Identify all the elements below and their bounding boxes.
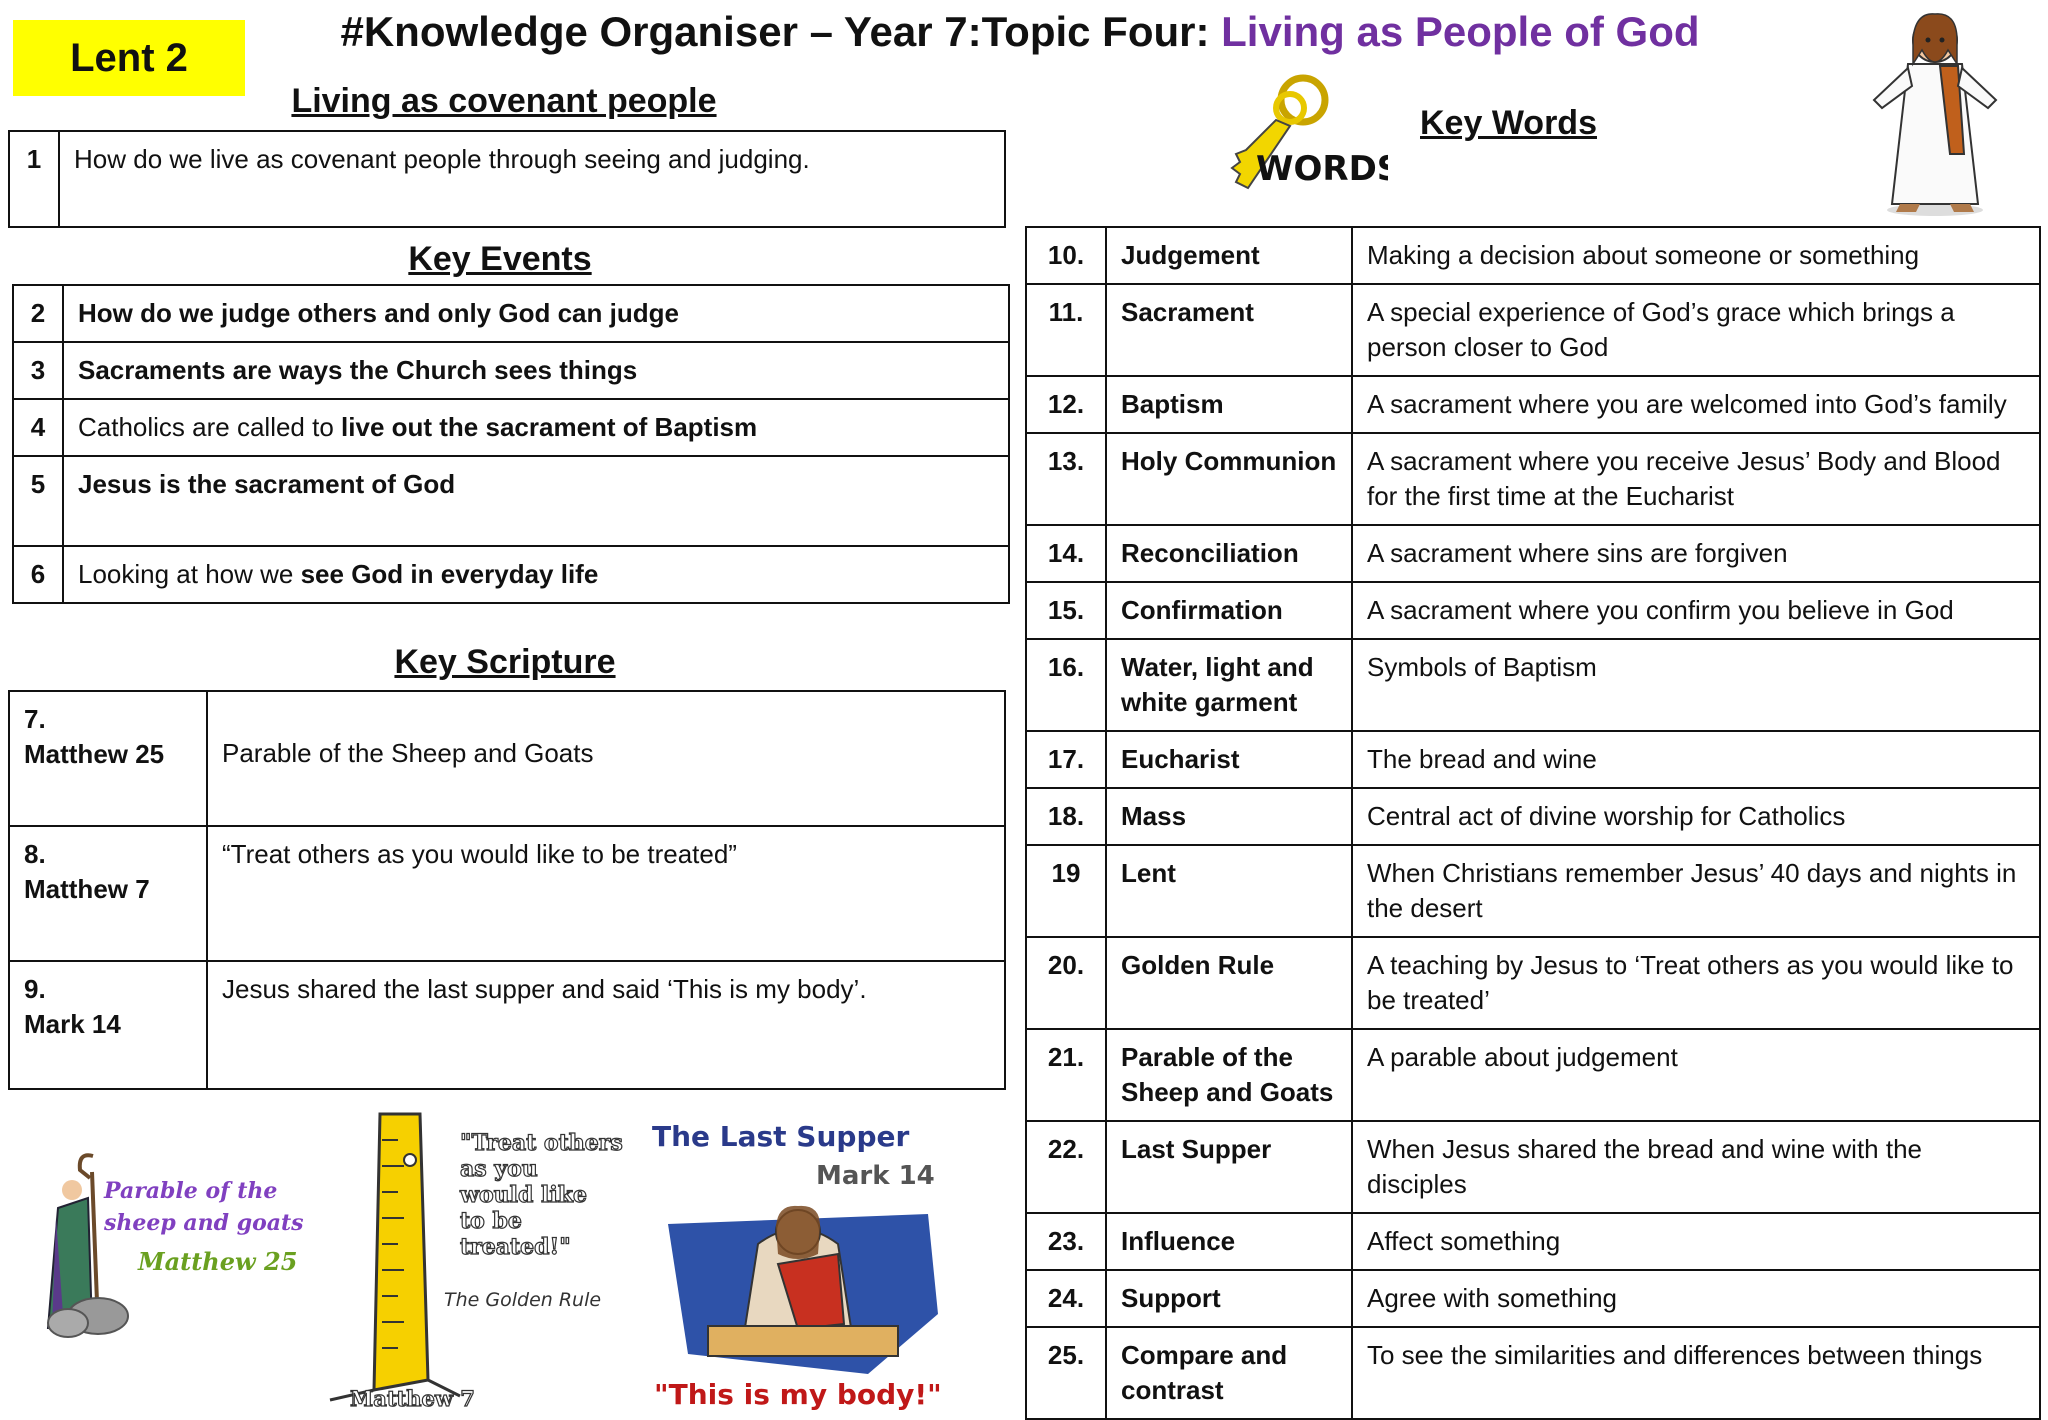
row-text [63, 399, 1009, 456]
key-words-logo [1218, 70, 1388, 198]
covenant-heading: Living as covenant people [291, 82, 717, 120]
supper-ref: Mark 14 [816, 1161, 935, 1191]
scripture-book: Matthew 25 [24, 739, 165, 769]
word-term: Confirmation [1106, 582, 1352, 639]
word-definition: A sacrament where sins are forgiven [1352, 525, 2040, 582]
word-definition: Affect something [1352, 1213, 2040, 1270]
word-definition: A special experience of God’s grace which brings a person closer to God [1352, 284, 2040, 376]
word-term: Last Supper [1106, 1121, 1352, 1213]
word-term: Parable of the Sheep and Goats [1106, 1029, 1352, 1121]
scripture-text: “Treat others as you would like to be treated” [207, 826, 1005, 961]
table-row [13, 342, 1009, 399]
scripture-number: 8. [24, 839, 46, 869]
table-row [1026, 525, 2040, 582]
key-events-heading: Key Events [408, 240, 592, 278]
scripture-book: Mark 14 [24, 1009, 121, 1039]
word-definition: The bread and wine [1352, 731, 2040, 788]
row-text [63, 285, 1009, 342]
table-row [13, 399, 1009, 456]
scripture-book: Matthew 7 [24, 874, 150, 904]
row-number: 4 [13, 399, 63, 456]
sheep-ref: Matthew 25 [138, 1247, 298, 1276]
scripture-ref [9, 691, 207, 826]
row-text-bold: live out the sacrament of Baptism [341, 412, 758, 442]
word-term: Mass [1106, 788, 1352, 845]
row-number: 3 [13, 342, 63, 399]
word-term: Baptism [1106, 376, 1352, 433]
table-row [1026, 937, 2040, 1029]
row-number: 6 [13, 546, 63, 603]
scripture-ref [9, 961, 207, 1089]
row-text: How do we live as covenant people through seeing and judging. [59, 131, 1005, 227]
word-term: Water, light and white garment [1106, 639, 1352, 731]
word-number: 10. [1026, 227, 1106, 284]
word-term: Sacrament [1106, 284, 1352, 376]
word-definition: When Christians remember Jesus’ 40 days and nights in the desert [1352, 845, 2040, 937]
table-row [1026, 227, 2040, 284]
table-row [1026, 433, 2040, 525]
lent-badge [13, 20, 245, 96]
word-term: Support [1106, 1270, 1352, 1327]
row-text-bold: see God in everyday life [300, 559, 599, 589]
word-number: 17. [1026, 731, 1106, 788]
word-number: 25. [1026, 1327, 1106, 1419]
covenant-table [8, 130, 1006, 228]
word-number: 18. [1026, 788, 1106, 845]
word-term: Eucharist [1106, 731, 1352, 788]
word-number: 12. [1026, 376, 1106, 433]
word-number: 15. [1026, 582, 1106, 639]
word-number: 22. [1026, 1121, 1106, 1213]
scripture-text: Parable of the Sheep and Goats [207, 691, 1005, 826]
word-definition: A teaching by Jesus to ‘Treat others as you would like to be treated’ [1352, 937, 2040, 1029]
row-text [63, 546, 1009, 603]
title-topic: Living as People of God [1221, 8, 1700, 55]
word-definition: A sacrament where you receive Jesus’ Body and Blood for the first time at the Eucharist [1352, 433, 2040, 525]
golden-rule-image [310, 1110, 640, 1412]
table-row [9, 131, 1005, 227]
word-definition: A parable about judgement [1352, 1029, 2040, 1121]
word-definition: Agree with something [1352, 1270, 2040, 1327]
word-number: 21. [1026, 1029, 1106, 1121]
word-number: 14. [1026, 525, 1106, 582]
last-supper-image [648, 1114, 948, 1414]
word-number: 16. [1026, 639, 1106, 731]
word-term: Reconciliation [1106, 525, 1352, 582]
table-row [1026, 1270, 2040, 1327]
table-row [1026, 376, 2040, 433]
row-text-bold: Jesus is the sacrament of God [78, 469, 456, 499]
logo-text: WORDS [1256, 149, 1388, 189]
row-text-plain: Catholics are called to [78, 412, 342, 442]
word-definition: Making a decision about someone or something [1352, 227, 2040, 284]
row-text-plain: Looking at how we [78, 559, 301, 589]
key-words-heading: Key Words [1420, 104, 1597, 142]
table-row [1026, 788, 2040, 845]
sheep-goats-image [38, 1148, 324, 1348]
word-definition: To see the similarities and differences between things [1352, 1327, 2040, 1419]
scripture-ref [9, 826, 207, 961]
key-icon [1218, 70, 1388, 198]
word-definition: When Jesus shared the bread and wine with the disciples [1352, 1121, 2040, 1213]
word-term: Compare and contrast [1106, 1327, 1352, 1419]
ruler-quote: "Treat others as you would like to be treated!" [460, 1130, 623, 1260]
scripture-text: Jesus shared the last supper and said ‘This is my body’. [207, 961, 1005, 1089]
scripture-number: 9. [24, 974, 46, 1004]
word-term: Golden Rule [1106, 937, 1352, 1029]
ruler-ref: Matthew 7 [350, 1386, 475, 1411]
key-scripture-table [8, 690, 1006, 1090]
sheep-title: Parable of the sheep and goats [104, 1178, 304, 1236]
table-row [1026, 1121, 2040, 1213]
row-text-bold: How do we judge others and only God can judge [78, 298, 679, 328]
row-number: 5 [13, 456, 63, 546]
table-row [1026, 1029, 2040, 1121]
word-number: 19 [1026, 845, 1106, 937]
supper-title: The Last Supper [652, 1120, 910, 1153]
word-number: 20. [1026, 937, 1106, 1029]
word-number: 13. [1026, 433, 1106, 525]
row-text [63, 342, 1009, 399]
row-text [63, 456, 1009, 546]
word-term: Holy Communion [1106, 433, 1352, 525]
table-row [1026, 1327, 2040, 1419]
word-definition: Central act of divine worship for Catholics [1352, 788, 2040, 845]
row-number: 2 [13, 285, 63, 342]
table-row [1026, 284, 2040, 376]
ruler-label: The Golden Rule [444, 1289, 602, 1311]
key-events-table [12, 284, 1010, 604]
table-row [1026, 731, 2040, 788]
scripture-number: 7. [24, 704, 46, 734]
lent-badge-label: Lent 2 [70, 35, 188, 80]
table-row [1026, 582, 2040, 639]
jesus-figure-image [1860, 4, 2010, 218]
word-definition: A sacrament where you confirm you believe in God [1352, 582, 2040, 639]
page-title [260, 8, 1780, 56]
table-row [13, 285, 1009, 342]
word-definition: Symbols of Baptism [1352, 639, 2040, 731]
title-prefix: #Knowledge Organiser – Year 7:Topic Four: [340, 8, 1222, 55]
row-number: 1 [9, 131, 59, 227]
table-row [13, 456, 1009, 546]
jesus-icon [1860, 4, 2010, 218]
supper-quote: "This is my body!" [654, 1378, 942, 1411]
key-words-table [1025, 226, 2041, 1420]
table-row [9, 961, 1005, 1089]
word-term: Judgement [1106, 227, 1352, 284]
word-number: 11. [1026, 284, 1106, 376]
row-text-bold: Sacraments are ways the Church sees things [78, 355, 638, 385]
table-row [1026, 845, 2040, 937]
word-definition: A sacrament where you are welcomed into God’s family [1352, 376, 2040, 433]
table-row [1026, 639, 2040, 731]
table-row [13, 546, 1009, 603]
table-row [9, 826, 1005, 961]
word-term: Lent [1106, 845, 1352, 937]
key-scripture-heading: Key Scripture [394, 643, 616, 681]
word-term: Influence [1106, 1213, 1352, 1270]
table-row [1026, 1213, 2040, 1270]
table-row [9, 691, 1005, 826]
word-number: 24. [1026, 1270, 1106, 1327]
word-number: 23. [1026, 1213, 1106, 1270]
